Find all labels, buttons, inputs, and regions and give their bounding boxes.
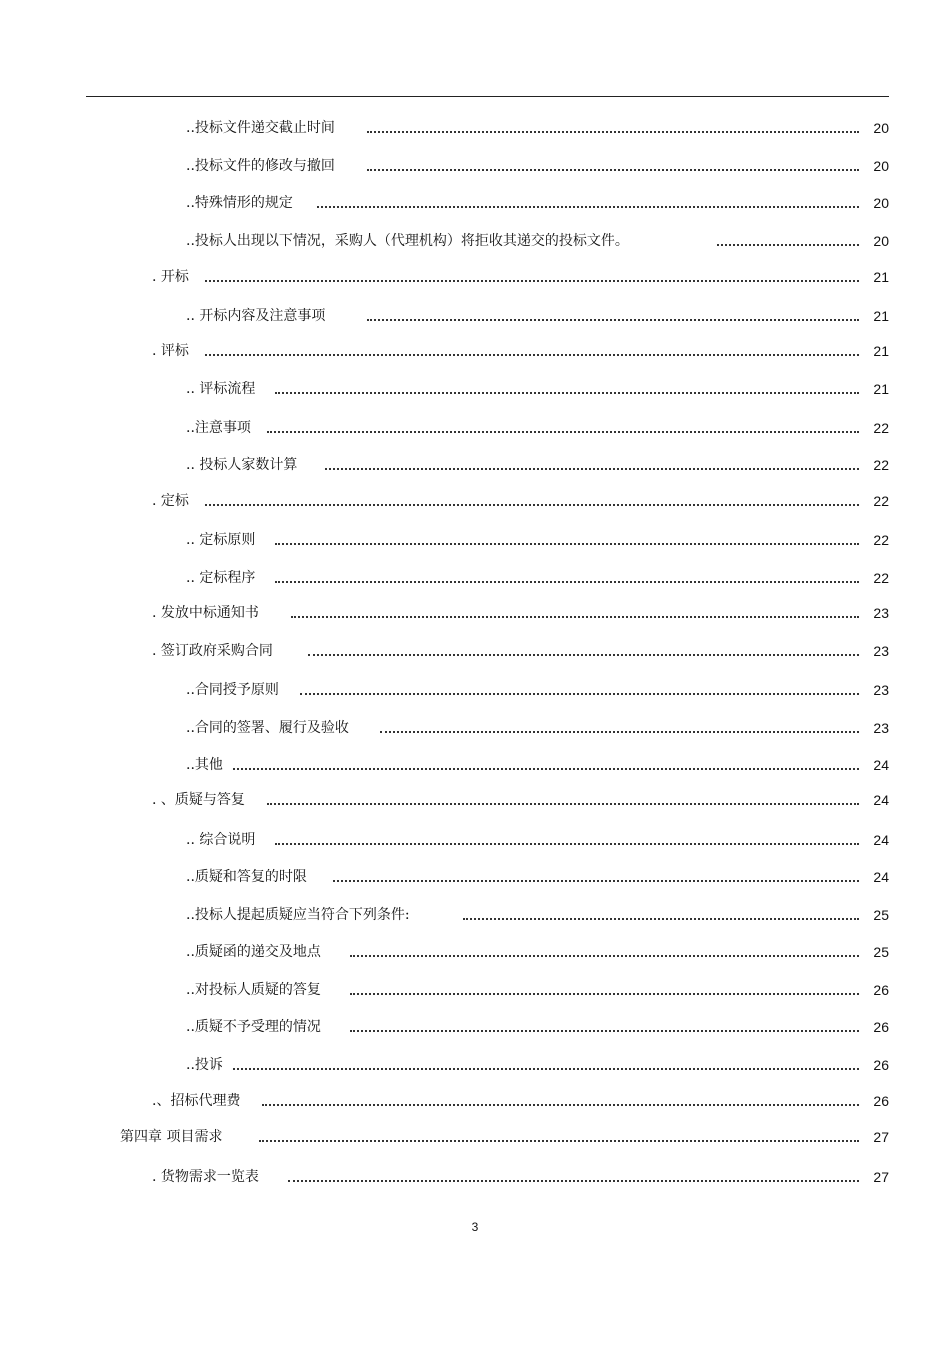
- dot-leader: [233, 1068, 859, 1070]
- dot-leader: [267, 803, 859, 805]
- dot-leader: [275, 843, 859, 845]
- toc-entry[interactable]: [152, 602, 889, 622]
- toc-entry-label: . 货物需求一览表: [152, 1169, 259, 1185]
- toc-entry-label: ..投标文件的修改与撤回: [186, 158, 335, 174]
- toc-entry[interactable]: [186, 529, 889, 549]
- toc-entry-label: . 、质疑与答复: [152, 792, 245, 808]
- toc-entry[interactable]: [120, 1126, 889, 1146]
- toc-entry-page: 25: [873, 944, 889, 960]
- dot-leader: [288, 1180, 859, 1182]
- dot-leader: [275, 581, 859, 583]
- toc-entry-page: 27: [873, 1169, 889, 1185]
- toc-entry[interactable]: [152, 490, 889, 510]
- toc-entry-label: . 发放中标通知书: [152, 605, 259, 621]
- dot-leader: [350, 955, 859, 957]
- toc-entry-label: ..投标文件递交截止时间: [186, 120, 335, 136]
- toc-entry-page: 24: [873, 757, 889, 773]
- toc-entry-page: 20: [873, 158, 889, 174]
- toc-entry-page: 22: [873, 570, 889, 586]
- toc-entry[interactable]: [186, 417, 889, 437]
- toc-entry[interactable]: [186, 754, 889, 774]
- toc-entry-label: ..投标人提起质疑应当符合下列条件:: [186, 907, 410, 923]
- dot-leader: [233, 768, 859, 770]
- toc-entry-label: ..其他: [186, 757, 223, 773]
- dot-leader: [300, 693, 859, 695]
- toc-entry[interactable]: [186, 979, 889, 999]
- toc-entry-page: 20: [873, 120, 889, 136]
- toc-entry-page: 23: [873, 643, 889, 659]
- dot-leader: [367, 169, 859, 171]
- toc-entry-page: 23: [873, 605, 889, 621]
- toc-entry[interactable]: [186, 1016, 889, 1036]
- toc-entry[interactable]: [152, 1166, 889, 1186]
- toc-entry-page: 20: [873, 233, 889, 249]
- toc-entry-page: 24: [873, 832, 889, 848]
- toc-entry[interactable]: [186, 829, 889, 849]
- dot-leader: [325, 468, 859, 470]
- toc-entry-label: 第四章 项目需求: [120, 1129, 223, 1145]
- toc-entry[interactable]: [186, 866, 889, 886]
- dot-leader: [380, 731, 859, 733]
- toc-entry-page: 26: [873, 1093, 889, 1109]
- toc-entry-label: ..合同授予原则: [186, 682, 279, 698]
- toc-entry-label: .. 投标人家数计算: [186, 457, 298, 473]
- toc-entry[interactable]: [186, 230, 889, 250]
- page-number: 3: [471, 1220, 479, 1234]
- toc-entry-label: ..合同的签署、履行及验收: [186, 720, 349, 736]
- toc-entry-label: ..注意事项: [186, 420, 251, 436]
- toc-entry-label: ..投标人出现以下情况，采购人（代理机构）将拒收其递交的投标文件。: [186, 233, 629, 249]
- dot-leader: [367, 319, 859, 321]
- toc-entry-label: ..质疑函的递交及地点: [186, 944, 321, 960]
- dot-leader: [205, 280, 859, 282]
- toc-entry[interactable]: [152, 266, 889, 286]
- toc-entry[interactable]: [186, 941, 889, 961]
- toc-entry[interactable]: [186, 717, 889, 737]
- toc-entry-page: 22: [873, 532, 889, 548]
- toc-entry-page: 26: [873, 1019, 889, 1035]
- dot-leader: [308, 654, 859, 656]
- toc-entry-page: 26: [873, 982, 889, 998]
- toc-entry-label: .. 定标原则: [186, 532, 256, 548]
- toc-entry[interactable]: [186, 155, 889, 175]
- toc-entry-page: 23: [873, 682, 889, 698]
- toc-entry[interactable]: [186, 378, 889, 398]
- toc-entry[interactable]: [152, 789, 889, 809]
- toc-entry-label: ..质疑和答复的时限: [186, 869, 307, 885]
- toc-entry-label: ..投诉: [186, 1057, 223, 1073]
- toc-entry-label: . 定标: [152, 493, 189, 509]
- toc-entry-label: . 评标: [152, 343, 189, 359]
- toc-entry-page: 21: [873, 343, 889, 359]
- dot-leader: [275, 392, 859, 394]
- toc-entry-page: 22: [873, 457, 889, 473]
- dot-leader: [205, 354, 859, 356]
- toc-entry-label: .. 定标程序: [186, 570, 256, 586]
- toc-entry-page: 25: [873, 907, 889, 923]
- toc-entry-page: 27: [873, 1129, 889, 1145]
- dot-leader: [333, 880, 859, 882]
- toc-entry-page: 24: [873, 869, 889, 885]
- toc-entry-page: 23: [873, 720, 889, 736]
- toc-entry-label: .、招标代理费: [152, 1093, 241, 1109]
- toc-entry[interactable]: [152, 640, 889, 660]
- toc-entry-page: 20: [873, 195, 889, 211]
- toc-entry-page: 22: [873, 493, 889, 509]
- dot-leader: [317, 206, 859, 208]
- toc-entry-label: .. 开标内容及注意事项: [186, 308, 326, 324]
- dot-leader: [350, 1030, 859, 1032]
- toc-entry[interactable]: [186, 192, 889, 212]
- dot-leader: [259, 1140, 859, 1142]
- toc-entry-label: . 签订政府采购合同: [152, 643, 273, 659]
- toc-entry-label: ..对投标人质疑的答复: [186, 982, 321, 998]
- toc-entry-page: 26: [873, 1057, 889, 1073]
- toc-entry[interactable]: [186, 679, 889, 699]
- toc-entry-page: 21: [873, 308, 889, 324]
- dot-leader: [291, 616, 859, 618]
- toc-entry-label: ..质疑不予受理的情况: [186, 1019, 321, 1035]
- toc-entry-label: .. 评标流程: [186, 381, 256, 397]
- toc-entry-page: 24: [873, 792, 889, 808]
- dot-leader: [350, 993, 859, 995]
- dot-leader: [205, 504, 859, 506]
- dot-leader: [463, 918, 859, 920]
- dot-leader: [717, 244, 859, 246]
- toc-entry[interactable]: [152, 340, 889, 360]
- toc-entry-label: .. 综合说明: [186, 832, 256, 848]
- toc-entry[interactable]: [186, 117, 889, 137]
- dot-leader: [367, 131, 859, 133]
- toc-entry[interactable]: [186, 1054, 889, 1074]
- dot-leader: [275, 543, 859, 545]
- toc-entry[interactable]: [152, 1090, 889, 1110]
- toc-entry[interactable]: [186, 904, 889, 924]
- toc-entry-label: . 开标: [152, 269, 189, 285]
- toc-entry-page: 22: [873, 420, 889, 436]
- dot-leader: [267, 431, 859, 433]
- toc-entry-page: 21: [873, 381, 889, 397]
- toc-entry[interactable]: [186, 454, 889, 474]
- toc-entry-page: 21: [873, 269, 889, 285]
- dot-leader: [262, 1104, 859, 1106]
- toc-entry-label: ..特殊情形的规定: [186, 195, 293, 211]
- toc-entry[interactable]: [186, 305, 889, 325]
- toc-entry[interactable]: [186, 567, 889, 587]
